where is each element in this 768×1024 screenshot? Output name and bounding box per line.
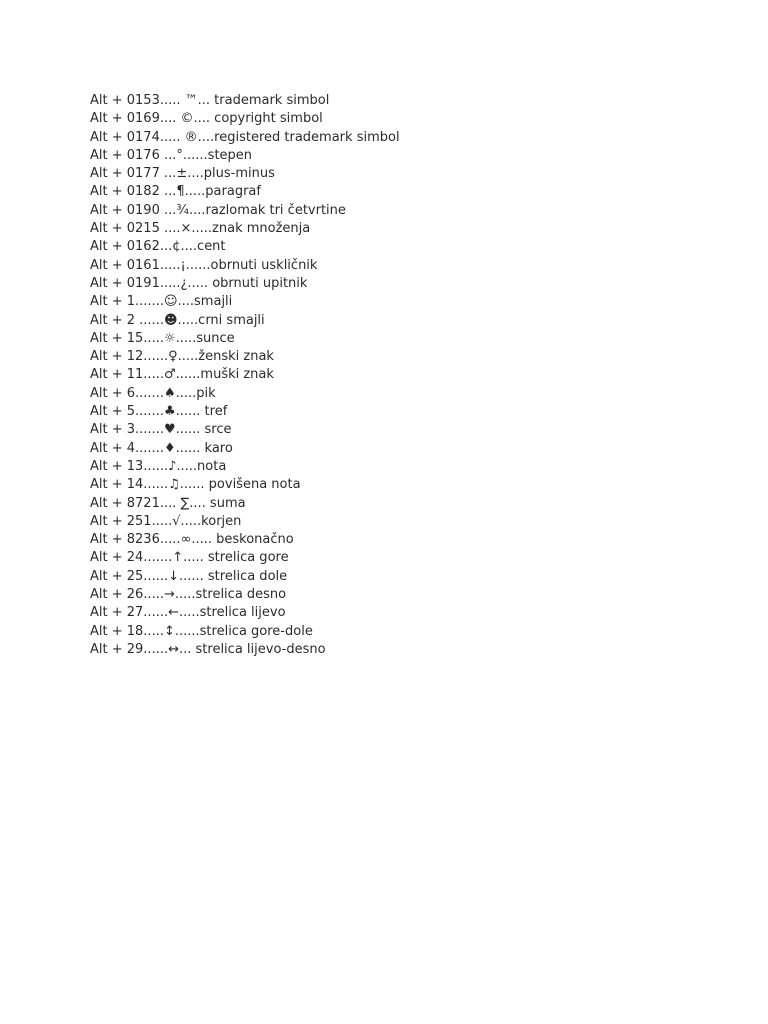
alt-code-line: Alt + 0176 ...°......stepen <box>90 147 253 163</box>
alt-code-line: Alt + 251.....√.....korjen <box>90 513 242 529</box>
alt-code-line: Alt + 0182 ...¶.....paragraf <box>90 184 261 200</box>
alt-code-line: Alt + 14......♫...... povišena nota <box>90 477 301 493</box>
alt-code-line: Alt + 0177 ...±....plus-minus <box>90 166 275 182</box>
alt-code-line: Alt + 12......♀.....ženski znak <box>90 349 274 365</box>
alt-code-line: Alt + 0169.... ©.... copyright simbol <box>90 111 323 127</box>
alt-code-line: Alt + 0174..... ®....registered trademark simbol <box>90 129 400 145</box>
alt-code-line: Alt + 11.....♂......muški znak <box>90 367 274 383</box>
alt-code-line: Alt + 27......←.....strelica lijevo <box>90 605 286 621</box>
alt-code-line: Alt + 0191.....¿..... obrnuti upitnik <box>90 275 308 291</box>
alt-code-list <box>90 92 400 659</box>
alt-code-line: Alt + 0162...¢....cent <box>90 239 226 255</box>
alt-code-line: Alt + 5.......♣...... tref <box>90 404 228 420</box>
alt-code-line: Alt + 18.....↕......strelica gore-dole <box>90 623 313 639</box>
alt-code-line: Alt + 15.....☼.....sunce <box>90 330 235 346</box>
alt-code-line: Alt + 25......↓...... strelica dole <box>90 568 288 584</box>
alt-code-line: Alt + 26.....→.....strelica desno <box>90 587 287 603</box>
alt-code-line: Alt + 13......♪.....nota <box>90 458 227 474</box>
alt-code-line: Alt + 8236.....∞..... beskonačno <box>90 532 294 548</box>
alt-code-line: Alt + 24.......↑..... strelica gore <box>90 550 289 566</box>
alt-code-line: Alt + 0215 ....×.....znak množenja <box>90 221 311 237</box>
alt-code-line: Alt + 6.......♠.....pik <box>90 385 216 401</box>
alt-code-line: Alt + 1.......☺....smajli <box>90 294 233 310</box>
alt-code-line: Alt + 0190 ...¾....razlomak tri četvrtine <box>90 202 346 218</box>
alt-code-line: Alt + 2 ......☻.....crni smajli <box>90 312 265 328</box>
alt-code-line: Alt + 29......↔... strelica lijevo-desno <box>90 641 326 657</box>
alt-code-line: Alt + 3.......♥...... srce <box>90 422 232 438</box>
alt-code-line: Alt + 0161.....¡......obrnuti uskličnik <box>90 257 318 273</box>
alt-code-line: Alt + 4.......♦...... karo <box>90 440 233 456</box>
alt-code-line: Alt + 8721.... ∑.... suma <box>90 495 246 511</box>
alt-code-line: Alt + 0153..... ™... trademark simbol <box>90 93 330 108</box>
